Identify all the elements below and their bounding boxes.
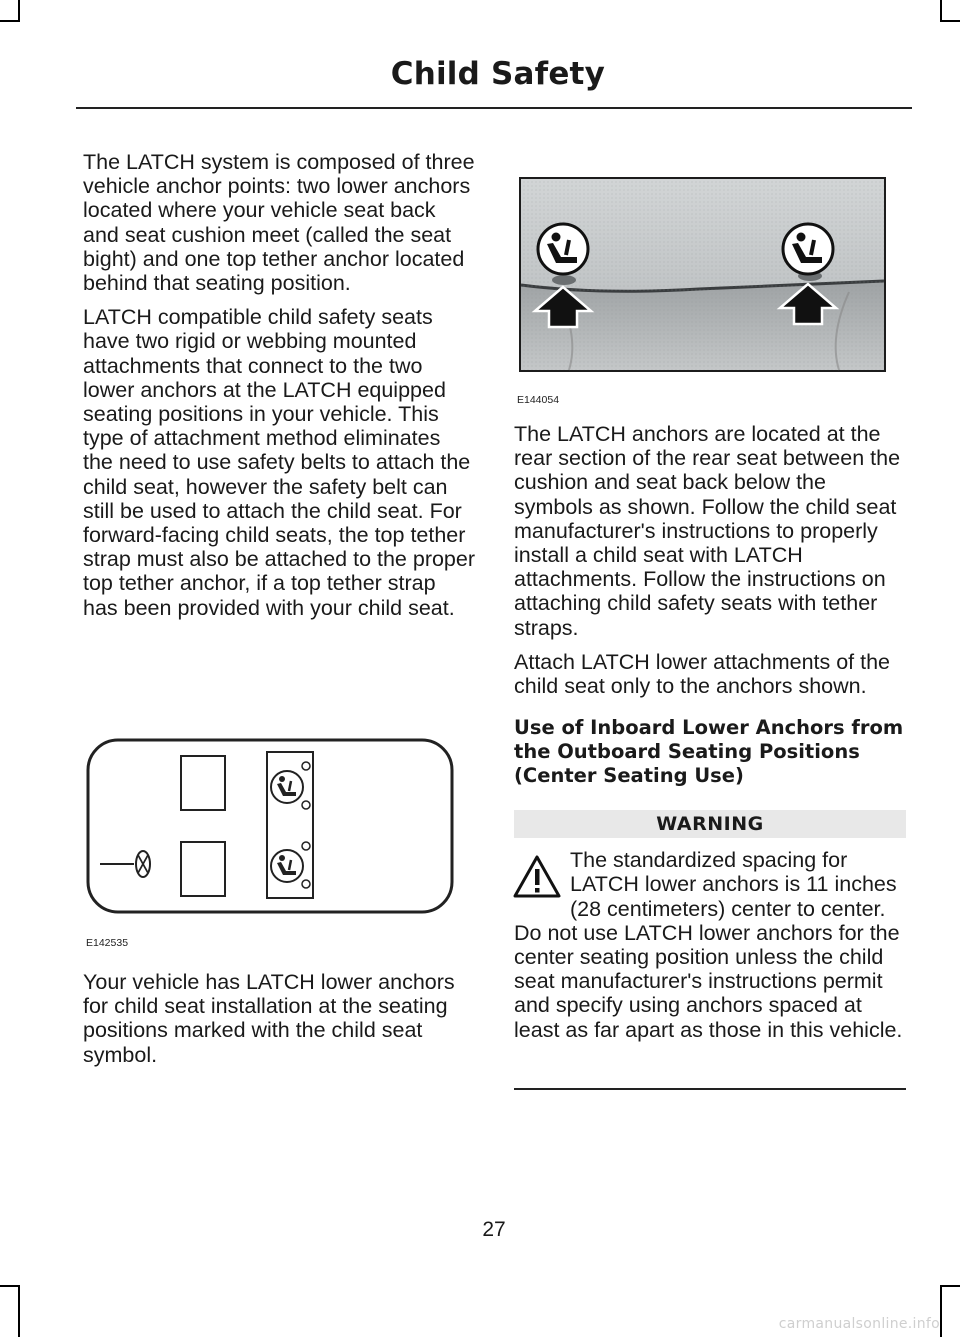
section-subheading: Use of Inboard Lower Anchors from the Outboard Seating Positions (Center Seating Use) xyxy=(514,716,904,788)
warning-end-rule xyxy=(514,1088,906,1090)
figure-code-left: E142535 xyxy=(86,937,129,949)
left-paragraph-1: The LATCH system is composed of three vehicle anchor points: two lower anchors located where your vehicle seat back and seat cushion meet (called the seat bight) and one top tether anchor located behind that seating position. xyxy=(83,150,475,296)
crop-mark-top-left-v xyxy=(18,0,20,20)
right-column xyxy=(514,422,906,1042)
anchor-point xyxy=(302,801,310,809)
page-number: 27 xyxy=(482,1218,506,1241)
left-column xyxy=(83,150,475,630)
crop-mark-bottom-right-h xyxy=(940,1285,960,1287)
child-seat-icon xyxy=(538,224,588,274)
latch-anchor-photo xyxy=(519,177,886,372)
latch-seat-diagram xyxy=(86,738,456,916)
crop-mark-bottom-left-v xyxy=(18,1285,20,1337)
anchor-point xyxy=(302,762,310,770)
anchor-point xyxy=(302,842,310,850)
crop-mark-top-right-h xyxy=(940,20,960,22)
anchor-point xyxy=(302,880,310,888)
right-paragraph-2: Attach LATCH lower attachments of the child seat only to the anchors shown. xyxy=(514,649,891,699)
crop-mark-top-right-v xyxy=(940,0,942,20)
left-column-lower xyxy=(83,970,475,1077)
footer-watermark: carmanualsonline.info xyxy=(778,1316,940,1332)
crop-mark-bottom-left-h xyxy=(0,1285,20,1287)
header-divider xyxy=(76,107,912,109)
child-seat-icon xyxy=(271,850,303,882)
page-title: Child Safety xyxy=(390,56,605,92)
warning-text: The standardized spacing for LATCH lower anchors is 11 inches (28 centimeters) center to center. Do not use LATCH lower anchors for the center seating position unless the child seat manufacturer's instructions permit and specify using anchors spaced at least as far apart as those in this vehicle. xyxy=(514,848,903,1042)
crop-mark-bottom-right-v xyxy=(940,1285,942,1337)
child-seat-icon xyxy=(783,224,833,274)
right-paragraph-1: The LATCH anchors are located at the rear section of the rear seat between the cushion and seat back below the symbols as shown. Follow the child seat manufacturer's instructions to properly install a child seat with LATCH attachments. Follow the instructions on attaching child safety seats with tether straps. xyxy=(514,422,901,640)
warning-banner: WARNING xyxy=(514,810,906,838)
light-x-icon xyxy=(136,851,150,877)
left-paragraph-2: LATCH compatible child safety seats have two rigid or webbing mounted attachments that connect to the two lower anchors at the LATCH equipped seating positions in your vehicle. This type of attachment method eliminates the need to use safety belts to attach the child seat, however the safety belt can still be used to attach the child seat. For forward-facing child seats, the top tether strap must also be attached to the proper top tether anchor, if a top tether strap has been provided with your child seat. xyxy=(83,305,476,620)
seat-square-bottom xyxy=(181,842,225,896)
left-paragraph-3: Your vehicle has LATCH lower anchors for child seat installation at the seating positions marked with the child seat symbol. xyxy=(83,970,455,1067)
child-seat-icon xyxy=(271,771,303,803)
warning-block xyxy=(514,848,906,1042)
seat-square-top xyxy=(181,756,225,810)
warning-triangle-icon xyxy=(512,852,562,902)
crop-mark-top-left-h xyxy=(0,20,20,22)
figure-code-right: E144054 xyxy=(517,394,560,406)
